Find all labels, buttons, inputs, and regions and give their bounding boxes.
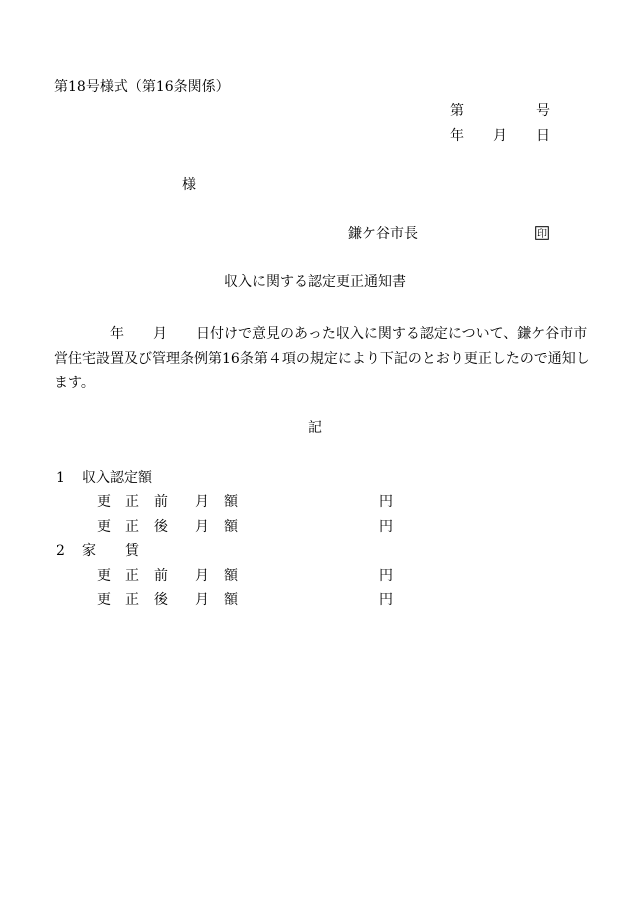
row-label-char: 後 (154, 519, 168, 535)
row-label-char: 正 (125, 494, 139, 510)
row-label-char: 後 (154, 592, 168, 608)
date-day-label: 日 (536, 128, 550, 144)
row-label-char: 更 (97, 568, 111, 584)
section-2-label-char: 家 (82, 543, 96, 559)
section-2-number: 2 (56, 543, 65, 559)
row-unit-yen: 円 (379, 568, 393, 584)
body-year: 年 (110, 326, 124, 342)
section-2-label-char: 賃 (125, 543, 139, 559)
doc-number-suffix: 号 (536, 103, 550, 119)
date-month-label: 月 (493, 128, 507, 144)
row-item-char: 月 (195, 519, 209, 535)
row-unit-yen: 円 (379, 519, 393, 535)
date-year-label: 年 (450, 128, 464, 144)
document-title: 収入に関する認定更正通知書 (224, 274, 406, 290)
row-label-char: 前 (154, 494, 168, 510)
addressee-honorific: 様 (182, 177, 196, 193)
row-unit-yen: 円 (379, 592, 393, 608)
row-item-char: 額 (224, 592, 238, 608)
body-text: 日付けで意見のあった収入に関する認定について、鎌ケ谷市市営住宅設置及び管理条例第16条第４項の規定により下記のとおり更正したので通知します。 (54, 326, 590, 391)
section-1-number: 1 (56, 470, 65, 486)
ki-heading: 記 (308, 420, 322, 436)
body-month: 月 (153, 326, 167, 342)
svg-text:印: 印 (537, 229, 547, 240)
seal-mark (535, 226, 549, 244)
row-unit-yen: 円 (379, 494, 393, 510)
row-label-char: 正 (125, 568, 139, 584)
issuer-name: 鎌ケ谷市長 (348, 226, 418, 242)
seal-icon (535, 226, 549, 240)
row-item-char: 月 (195, 568, 209, 584)
form-number: 第18号様式（第16条関係） (54, 79, 230, 95)
section-1-label: 収入認定額 (82, 470, 152, 486)
body-paragraph (54, 322, 594, 396)
row-label-char: 前 (154, 568, 168, 584)
row-label-char: 正 (125, 592, 139, 608)
row-label-char: 更 (97, 592, 111, 608)
row-item-char: 月 (195, 494, 209, 510)
row-label-char: 正 (125, 519, 139, 535)
row-label-char: 更 (97, 494, 111, 510)
doc-number-prefix: 第 (450, 103, 464, 119)
row-label-char: 更 (97, 519, 111, 535)
row-item-char: 額 (224, 519, 238, 535)
row-item-char: 月 (195, 592, 209, 608)
row-item-char: 額 (224, 494, 238, 510)
row-item-char: 額 (224, 568, 238, 584)
